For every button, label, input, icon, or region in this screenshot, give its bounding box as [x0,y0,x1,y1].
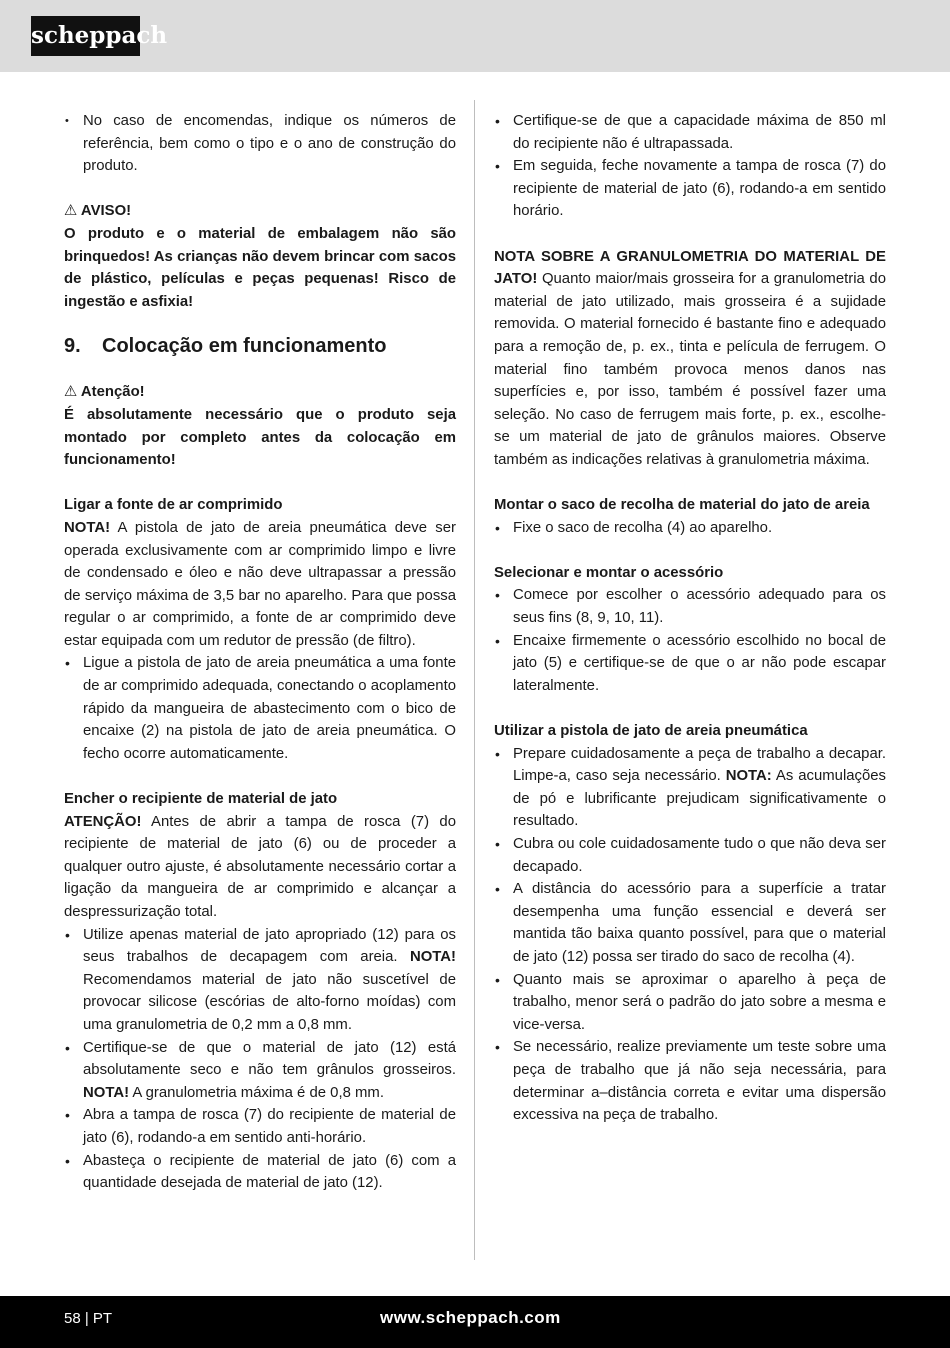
accessory-list [494,584,886,697]
list-item: • Em seguida, feche novamente a tampa de rosca (7) do recipiente de material de jato (6), rodando-a em sentido horário. [494,155,886,223]
item-text: As acumulações de pó e lubrificante prejudicam significativamente o resultado. [513,768,886,830]
page-number: 58 | PT [64,1310,113,1327]
note-text: A pistola de jato de areia pneumática deve ser operada exclusivamente com ar comprimido limpo e livre de condensado e óleo e não deve ultrapassar a pressão de serviço máxima de 3,5 bar no aparelho. Para que possa regular o ar comprimido, a fonte de ar comprimido deve estar equipada com um redutor de pressão (de filtro). [64,519,456,649]
website-url: www.scheppach.com [380,1308,561,1327]
air-list [64,652,456,765]
list-item: • Comece por escolher o acessório adequado para os seus fins (8, 9, 10, 11). [494,584,886,629]
fill-attention [64,811,456,924]
page-footer [0,1296,950,1348]
attention-title: ⚠ Atenção! [64,384,145,401]
left-column [64,110,456,1195]
attention-label: ATENÇÃO! [64,813,142,830]
list-item: • Abasteça o recipiente de material de jato (6) com a quantidade desejada de material de jato (12). [64,1150,456,1195]
grain-text: Quanto maior/mais grosseira for a granulometria do material de jato utilizado, mais grosseira é a sujidade removida. O material fornecido é bastante fino e adequado para a remoção de, p. ex., tinta e película de ferrugem. O material fino também provoca menos danos nas superfícies e, por isso, também é possível fazer uma seleção. No caso de ferrugem mais forte, p. ex., escolhe-se um material de jato de grânulos maiores. Observe também as indicações relativas à granulometria máxima. [494,271,886,468]
list-item: • Quanto mais se aproximar o aparelho à peça de trabalho, menor será o padrão do jato sobre a mesma e vice-versa. [494,969,886,1037]
attention-text: É absolutamente necessário que o produto seja montado por completo antes da colocação em funcionamento! [64,406,456,469]
bag-list [494,517,886,540]
section-heading [64,335,456,357]
fill-heading: Encher o recipiente de material de jato [64,791,338,808]
column-divider [474,100,475,1260]
list-item: • A distância do acessório para a superfície a tratar desempenha uma função essencial e deverá ser mantida tão baixa quanto possível, para que o material de jato (12) possa ser tirado do saco de recolha (4). [494,878,886,968]
list-item: • Fixe o saco de recolha (4) ao aparelho. [494,517,886,540]
air-heading: Ligar a fonte de ar comprimido [64,497,283,514]
note-label: NOTA: [725,768,772,785]
list-item: • Ligue a pistola de jato de areia pneumática a uma fonte de ar comprimido adequada, conectando o acoplamento rápido da mangueira de abastecimento com o bico de encaixe (2) na pistola de jato de areia pneumática. O fecho ocorre automaticamente. [64,652,456,765]
list-item [64,1037,456,1105]
fill-list [64,924,456,1195]
grain-note [494,246,886,472]
list-item [494,743,886,833]
warning-title: ⚠ AVISO! [64,203,132,220]
note-label: NOTA! [83,1084,130,1101]
section-title: Colocação em funcionamento [102,335,387,358]
list-item [64,924,456,1037]
scheppach-logo: scheppach [31,16,140,56]
list-item: • Se necessário, realize previamente um teste sobre uma peça de trabalho que já não seja necessária, para determinar a–distância correta e evitar uma dispersão excessiva na peça de trabalho. [494,1036,886,1126]
accessory-heading: Selecionar e montar o acessório [494,564,724,581]
item-text: A granulometria máxima é de 0,8 mm. [129,1084,384,1101]
item-text: Recomendamos material de jato não suscetível de provocar silicose (escórias de alto-forno moídas) com uma granulometria de 0,2 mm a 0,8 mm. [83,971,456,1033]
air-note [64,517,456,653]
list-item: • Abra a tampa de rosca (7) do recipiente de material de jato (6), rodando-a em sentido anti-horário. [64,1104,456,1149]
note-label: NOTA! [64,519,111,536]
item-text: Prepare cuidadosamente a peça de trabalho a decapar. Limpe-a, caso seja necessário. [513,745,886,785]
bag-heading: Montar o saco de recolha de material do jato de areia [494,497,870,514]
item-text: Certifique-se de que o material de jato (12) está absolutamente seco e não tem grânulos grosseiros. [83,1039,456,1079]
list-item: • Encaixe firmemente o acessório escolhido no bocal de jato (5) e certifique-se de que o ar não pode escapar lateralmente. [494,630,886,698]
warning-text: O produto e o material de embalagem não são brinquedos! As crianças não devem brincar com sacos de plástico, películas e peças pequenas! Risco de ingestão e asfixia! [64,225,456,310]
list-item: • No caso de encomendas, indique os números de referência, bem como o tipo e o ano de construção do produto. [64,110,456,178]
list-item: • Cubra ou cole cuidadosamente tudo o que não deva ser decapado. [494,833,886,878]
intro-list [64,110,456,178]
grain-label: NOTA SOBRE A GRANULOMETRIA DO MATERIAL DE JATO! [494,248,886,288]
use-heading: Utilizar a pistola de jato de areia pneumática [494,723,808,740]
use-list [494,743,886,1127]
right-column [494,110,886,1127]
page-header [0,0,950,72]
item-text: Utilize apenas material de jato apropriado (12) para os seus trabalhos de decapagem com areia. [83,926,456,966]
section-number: 9. [64,335,81,358]
note-label: NOTA! [409,949,456,966]
attention-body: Antes de abrir a tampa de rosca (7) do recipiente de material de jato (6) ou de proceder a qualquer outro ajuste, é absolutamente necessário cortar a ligação da mangueira de ar comprimido e alcançar a despressurização total. [64,813,456,920]
continued-list [494,110,886,223]
list-item: • Certifique-se de que a capacidade máxima de 850 ml do recipiente não é ultrapassada. [494,110,886,155]
